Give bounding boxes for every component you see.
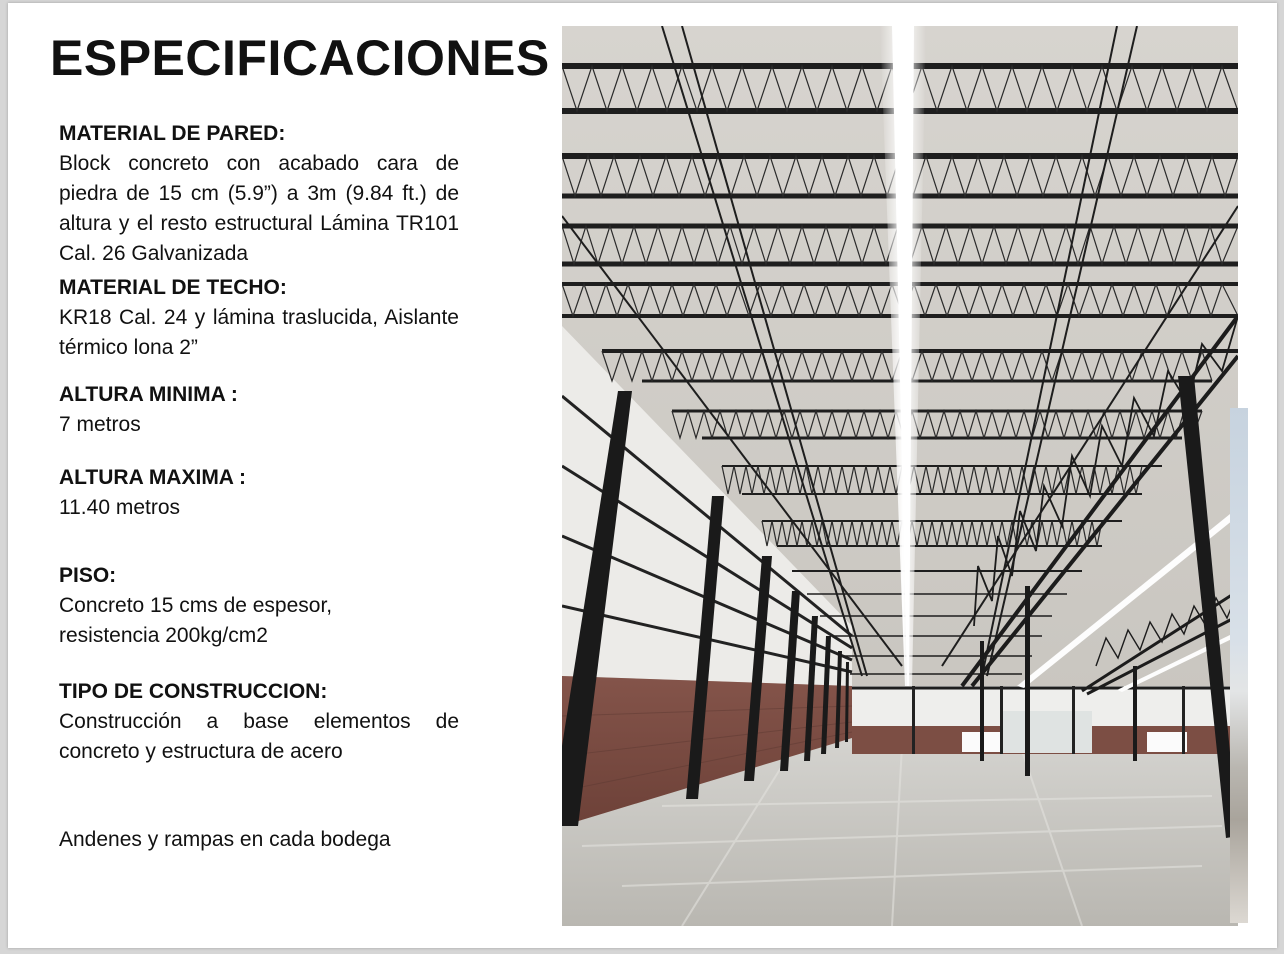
spec-value: 11.40 metros xyxy=(59,496,181,519)
page-title: ESPECIFICACIONES xyxy=(50,30,550,86)
spec-label: ALTURA MINIMA : xyxy=(59,383,238,406)
warehouse-interior-photo xyxy=(562,26,1238,926)
photo-edge-exterior xyxy=(1230,408,1248,923)
spec-min-height xyxy=(59,380,459,440)
spec-label: TIPO DE CONSTRUCCION: xyxy=(59,680,328,703)
spec-max-height xyxy=(59,463,459,523)
spec-wall-material xyxy=(59,119,459,269)
spec-value: Concreto 15 cms de espesor, xyxy=(59,594,333,617)
spec-construction-type xyxy=(59,677,459,767)
spec-label: MATERIAL DE TECHO: xyxy=(59,276,287,299)
spec-value: Construcción a base elementos de concreto y estructura de acero xyxy=(59,710,459,763)
spec-label: MATERIAL DE PARED: xyxy=(59,122,286,145)
spec-value-line2: resistencia 200kg/cm2 xyxy=(59,624,268,647)
spec-floor xyxy=(59,561,459,651)
spec-label: ALTURA MAXIMA : xyxy=(59,466,247,489)
spec-roof-material xyxy=(59,273,459,363)
slide-page xyxy=(8,3,1277,948)
spec-label: PISO: xyxy=(59,564,117,587)
footnote-docks-ramps: Andenes y rampas en cada bodega xyxy=(59,828,391,851)
spec-value: KR18 Cal. 24 y lámina traslucida, Aislante térmico lona 2” xyxy=(59,306,459,359)
spec-value: 7 metros xyxy=(59,413,141,436)
spec-value: Block concreto con acabado cara de piedra de 15 cm (5.9”) a 3m (9.84 ft.) de altura y el resto estructural Lámina TR101 Cal. 26 Galvanizada xyxy=(59,152,459,265)
